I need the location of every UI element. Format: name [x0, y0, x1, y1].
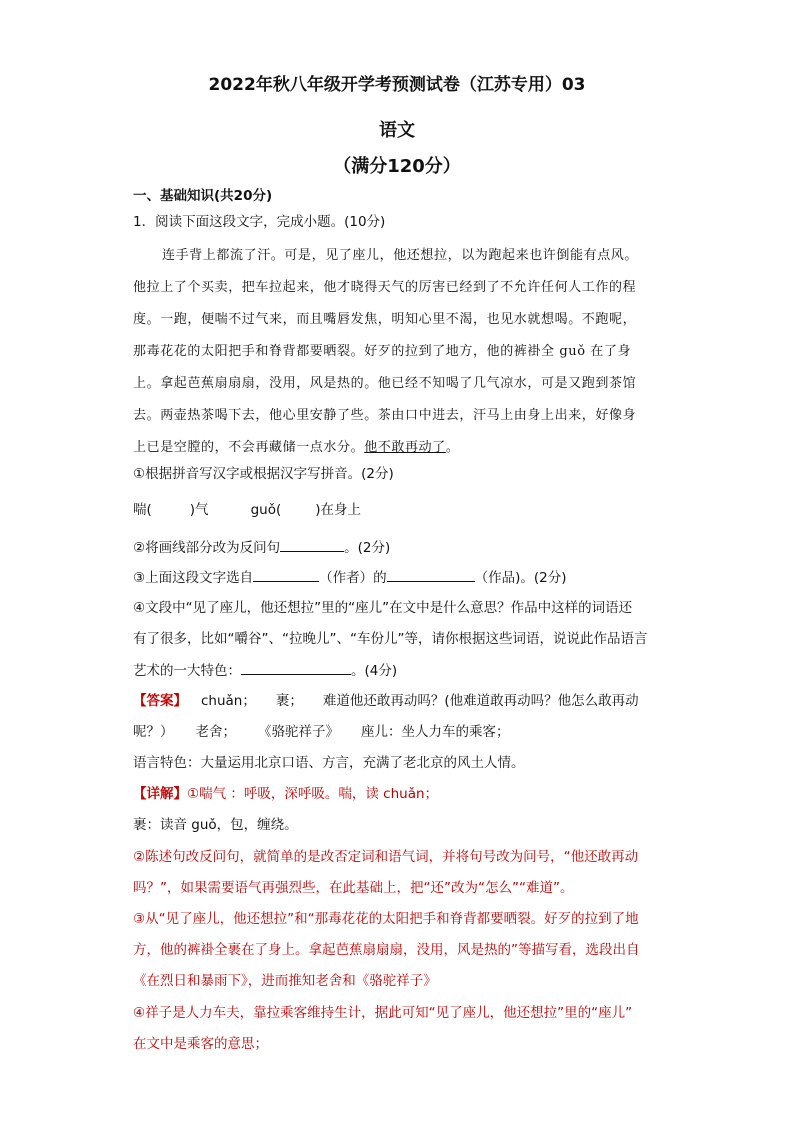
question-1-prompt: 1．阅读下面这段文字，完成小题。(10分): [133, 214, 386, 230]
q1b-text: ②将画线部分改为反问句: [133, 540, 281, 556]
answer-2: 裹；: [275, 693, 303, 709]
detail-line-4: 吗？”，如果需要语气再强烈些，在此基础上，把“还”改为“怎么”“难道”。: [133, 880, 574, 896]
underlined-sentence: 他不敢再动了: [364, 440, 446, 455]
passage-line-1: 连手背上都流了汗。可是，见了座儿，他还想拉，以为跑起来也许倒能有点风。: [162, 248, 639, 263]
answer-line-2: [133, 722, 673, 742]
detail-line-8: ④祥子是人力车夫，靠拉乘客维持生计，据此可知“见了座儿，他还想拉”里的“座儿”: [133, 1005, 633, 1021]
q1c-end: （作品)。(2分): [474, 570, 567, 586]
question-1d-line-2: 有了很多，比如“嚼谷”、“拉晚儿”、“车份儿”等，请你根据这些词语，说说此作品语言: [133, 631, 648, 647]
detail-line-7: 《在烈日和暴雨下》，进而推知老舍和《骆驼祥子》: [133, 973, 437, 989]
question-1d-line-3: [133, 660, 673, 681]
question-1d-line-1: ④文段中“见了座儿，他还想拉”里的“座儿”在文中是什么意思？作品中这样的词语还: [133, 600, 633, 616]
q1d-end: 。(4分): [351, 663, 398, 679]
passage-line-6: 去。两壶热茶喝下去，他心里安静了些。茶由口中进去，汗马上由身上出来，好像身: [133, 408, 637, 423]
feature-blank: [241, 660, 351, 675]
answer-line-1: [133, 691, 673, 711]
work-blank: [387, 567, 475, 582]
question-1c: [133, 567, 673, 588]
passage-line-3: 度。一跑，便喘不过气来，而且嘴唇发焦，明知心里不渴，也见水就想喝。不跑呢，: [133, 312, 637, 327]
answer-6: 座儿：坐人力车的乘客；: [361, 724, 510, 740]
detail-line-9: 在文中是乘客的意思；: [133, 1036, 268, 1052]
detail-line-3: ②陈述句改反问句，就简单的是改否定词和语气词，并将句号改为问号，“他还敢再动: [133, 849, 639, 865]
answer-5: 《骆驼祥子》: [258, 724, 339, 740]
answer-3: 难道他还敢再动吗？(他难道敢再动吗？他怎么敢再动: [322, 693, 639, 709]
detail-1: ①喘气 ：呼吸，深呼吸。喘，读 chuǎn；: [187, 786, 439, 802]
answer-blank: [280, 537, 344, 552]
item1-end: )气: [189, 502, 209, 518]
detail-line-2: 裹：读音 guǒ，包，缠绕。: [133, 817, 298, 833]
passage-line-4: 那毒花花的太阳把手和脊背都要晒裂。好歹的拉到了地方，他的裤褂全 guǒ 在了身: [133, 344, 632, 359]
detail-line-5: ③从“见了座儿，他还想拉”和“那毒花花的太阳把手和脊背都要晒裂。好歹的拉到了地: [133, 911, 639, 927]
full-score: （满分120分）: [333, 156, 461, 177]
answer-1: chuǎn；: [201, 693, 256, 709]
detail-label: 【详解】: [133, 786, 187, 802]
answer-4: 老舍；: [195, 724, 236, 740]
exam-title: 2022年秋八年级开学考预测试卷（江苏专用）03: [208, 75, 586, 95]
section-heading: 一、基础知识(共20分): [133, 188, 273, 204]
detail-line-1: [133, 784, 673, 804]
q1c-mid: （作者）的: [319, 570, 387, 586]
item1-char: 喘(: [133, 502, 152, 518]
question-1a: ①根据拼音写汉字或根据汉字写拼音。(2分): [133, 466, 394, 482]
passage-line-7-end: 。: [445, 440, 460, 455]
detail-line-6: 方，他的裤褂全裹在了身上。拿起芭蕉扇扇扇，没用，风是热的”等描写看，选段出自: [133, 942, 640, 958]
subject-title: 语文: [379, 120, 415, 141]
question-1b: [133, 537, 673, 558]
question-1a-items: [133, 500, 673, 520]
author-blank: [253, 567, 319, 582]
answer-3-cont: 呢？）: [133, 724, 174, 740]
item2-end: )在身上: [315, 502, 361, 518]
passage-line-7: [133, 436, 673, 455]
answer-label: 【答案】: [133, 693, 187, 709]
passage-line-7-text: 上已是空膛的，不会再藏储一点水分。: [133, 440, 365, 455]
q1b-end: 。(2分): [344, 540, 391, 556]
passage-line-5: 上。拿起芭蕉扇扇扇，没用，风是热的。他已经不知喝了几气凉水，可是又跑到茶馆: [133, 376, 637, 391]
item2-pinyin: guǒ(: [250, 502, 282, 518]
answer-line-3: 语言特色：大量运用北京口语、方言，充满了老北京的风土人情。: [133, 755, 525, 771]
passage-line-2: 他拉上了个买卖，把车拉起来，他才晓得天气的厉害已经到了不允许任何人工作的程: [133, 280, 637, 295]
q1d-text: 艺术的一大特色：: [133, 663, 241, 679]
q1c-text: ③上面这段文字选自: [133, 570, 254, 586]
